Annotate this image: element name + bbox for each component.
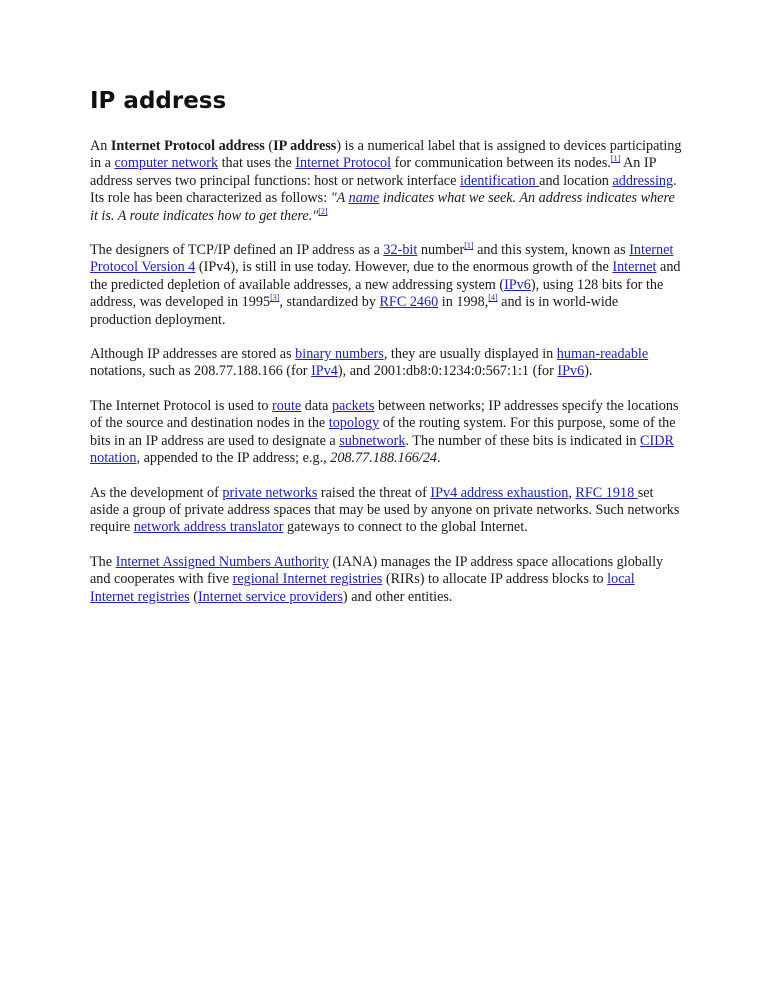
text: The designers of TCP/IP defined an IP address as a bbox=[90, 242, 384, 259]
text: ), and 2001:db8:0:1234:0:567:1:1 (for bbox=[337, 363, 558, 380]
article bbox=[90, 86, 682, 623]
text: set aside a group of private address spaces that may be used by anyone on private networks. Such networks require bbox=[90, 484, 680, 536]
paragraph-history bbox=[90, 242, 682, 329]
text: . bbox=[437, 450, 441, 467]
text: The bbox=[90, 553, 116, 570]
citation-link[interactable]: [1] bbox=[610, 154, 621, 164]
text: ), using 128 bits for the address, was developed in 1995 bbox=[90, 276, 664, 311]
link-cidr-notation[interactable]: CIDR notation bbox=[90, 432, 674, 467]
text: raised the threat of bbox=[317, 484, 431, 501]
link-ipv6[interactable]: IPv6 bbox=[504, 276, 531, 293]
text: ) is a numerical label that is assigned to devices participating in a bbox=[90, 138, 682, 172]
text: , standardized by bbox=[279, 294, 380, 311]
citation-link[interactable]: [2] bbox=[318, 206, 328, 216]
link-ipv4-exhaustion[interactable]: IPv4 address exhaustion bbox=[430, 484, 569, 501]
paragraph-private bbox=[90, 485, 682, 537]
link-rfc-1918[interactable]: RFC 1918 bbox=[575, 484, 638, 501]
text: and the predicted depletion of available addresses, a new addressing system ( bbox=[90, 259, 681, 293]
text: data bbox=[301, 397, 332, 414]
link-internet[interactable]: Internet bbox=[612, 259, 657, 276]
text: . Its role has been characterized as follows: bbox=[90, 172, 677, 207]
link-route[interactable]: route bbox=[272, 397, 302, 414]
paragraph-intro bbox=[90, 138, 682, 225]
text: . The number of these bits is indicated in bbox=[405, 432, 641, 449]
text: ). bbox=[584, 363, 593, 380]
link-addressing[interactable]: addressing bbox=[612, 172, 674, 189]
link-topology[interactable]: topology bbox=[328, 415, 380, 432]
text: , they are usually displayed in bbox=[383, 346, 557, 363]
text: (IPv4), is still in use today. However, due to the enormous growth of the bbox=[195, 259, 613, 276]
text: between networks; IP addresses specify the locations of the source and destination nodes in the bbox=[90, 397, 679, 432]
citation-link[interactable]: [1] bbox=[464, 241, 474, 251]
text: ( bbox=[189, 588, 198, 605]
paragraph-iana bbox=[90, 554, 682, 606]
paragraph-routing bbox=[90, 398, 682, 468]
text: (IANA) manages the IP address space allocations globally and cooperates with five bbox=[90, 553, 664, 588]
citation-link[interactable]: [4] bbox=[488, 293, 498, 303]
text: in 1998, bbox=[438, 294, 489, 311]
paragraph-notation bbox=[90, 346, 682, 381]
text: (RIRs) to allocate IP address blocks to bbox=[382, 571, 608, 588]
link-nat[interactable]: network address translator bbox=[133, 519, 284, 536]
link-rir[interactable]: regional Internet registries bbox=[232, 571, 383, 588]
link-private-networks[interactable]: private networks bbox=[222, 484, 318, 501]
text: An IP address serves two principal functions: host or network interface bbox=[90, 155, 656, 189]
text: and location bbox=[539, 172, 613, 189]
text: ( bbox=[264, 138, 274, 154]
text: for communication between its nodes. bbox=[391, 155, 611, 172]
text: The Internet Protocol is used to bbox=[90, 397, 273, 414]
link-iana[interactable]: Internet Assigned Numbers Authority bbox=[115, 553, 329, 570]
text: , bbox=[568, 484, 576, 501]
text: and this system, known as bbox=[473, 242, 630, 259]
text: number bbox=[417, 242, 465, 259]
link-ipv6[interactable]: IPv6 bbox=[557, 363, 585, 380]
text: ) and other entities. bbox=[342, 588, 453, 605]
text: Although IP addresses are stored as bbox=[90, 346, 296, 363]
link-human-readable[interactable]: human-readable bbox=[556, 346, 649, 363]
text: An bbox=[90, 138, 111, 154]
link-binary-numbers[interactable]: binary numbers bbox=[295, 346, 384, 363]
citation-link[interactable]: [3] bbox=[270, 293, 280, 303]
link-internet-protocol[interactable]: Internet Protocol bbox=[295, 155, 392, 172]
text: notations, such as 208.77.188.166 (for bbox=[90, 363, 312, 380]
bold-term: IP address bbox=[273, 138, 337, 154]
example-address: 208.77.188.166/24 bbox=[330, 450, 438, 467]
link-computer-network[interactable]: computer network bbox=[114, 155, 219, 172]
bold-term: Internet Protocol address bbox=[110, 138, 265, 154]
link-identification[interactable]: identification bbox=[459, 172, 540, 189]
text: of the routing system. For this purpose, some of the bits in an IP address are used to designate a bbox=[90, 415, 676, 449]
link-packets[interactable]: packets bbox=[331, 397, 375, 414]
link-isp[interactable]: Internet service providers bbox=[197, 588, 343, 605]
link-ipv4-version[interactable]: Internet Protocol Version 4 bbox=[90, 242, 674, 276]
link-rfc-2460[interactable]: RFC 2460 bbox=[379, 294, 439, 311]
page-title: IP address bbox=[90, 88, 227, 114]
text: that uses the bbox=[218, 155, 296, 172]
text: , appended to the IP address; e.g., bbox=[136, 450, 331, 467]
link-32-bit[interactable]: 32-bit bbox=[383, 242, 418, 259]
link-lir[interactable]: local Internet registries bbox=[90, 571, 635, 605]
link-name[interactable]: name bbox=[348, 190, 380, 207]
link-subnetwork[interactable]: subnetwork bbox=[339, 432, 406, 449]
text: gateways to connect to the global Internet. bbox=[283, 519, 528, 536]
quote-text: indicates what we seek. An address indicates where it is. A route indicates how to get there." bbox=[90, 190, 675, 224]
link-ipv4[interactable]: IPv4 bbox=[311, 363, 338, 380]
quote-text: "A bbox=[330, 190, 349, 207]
text: and is in world-wide production deployment. bbox=[90, 294, 619, 328]
text: As the development of bbox=[90, 484, 223, 501]
